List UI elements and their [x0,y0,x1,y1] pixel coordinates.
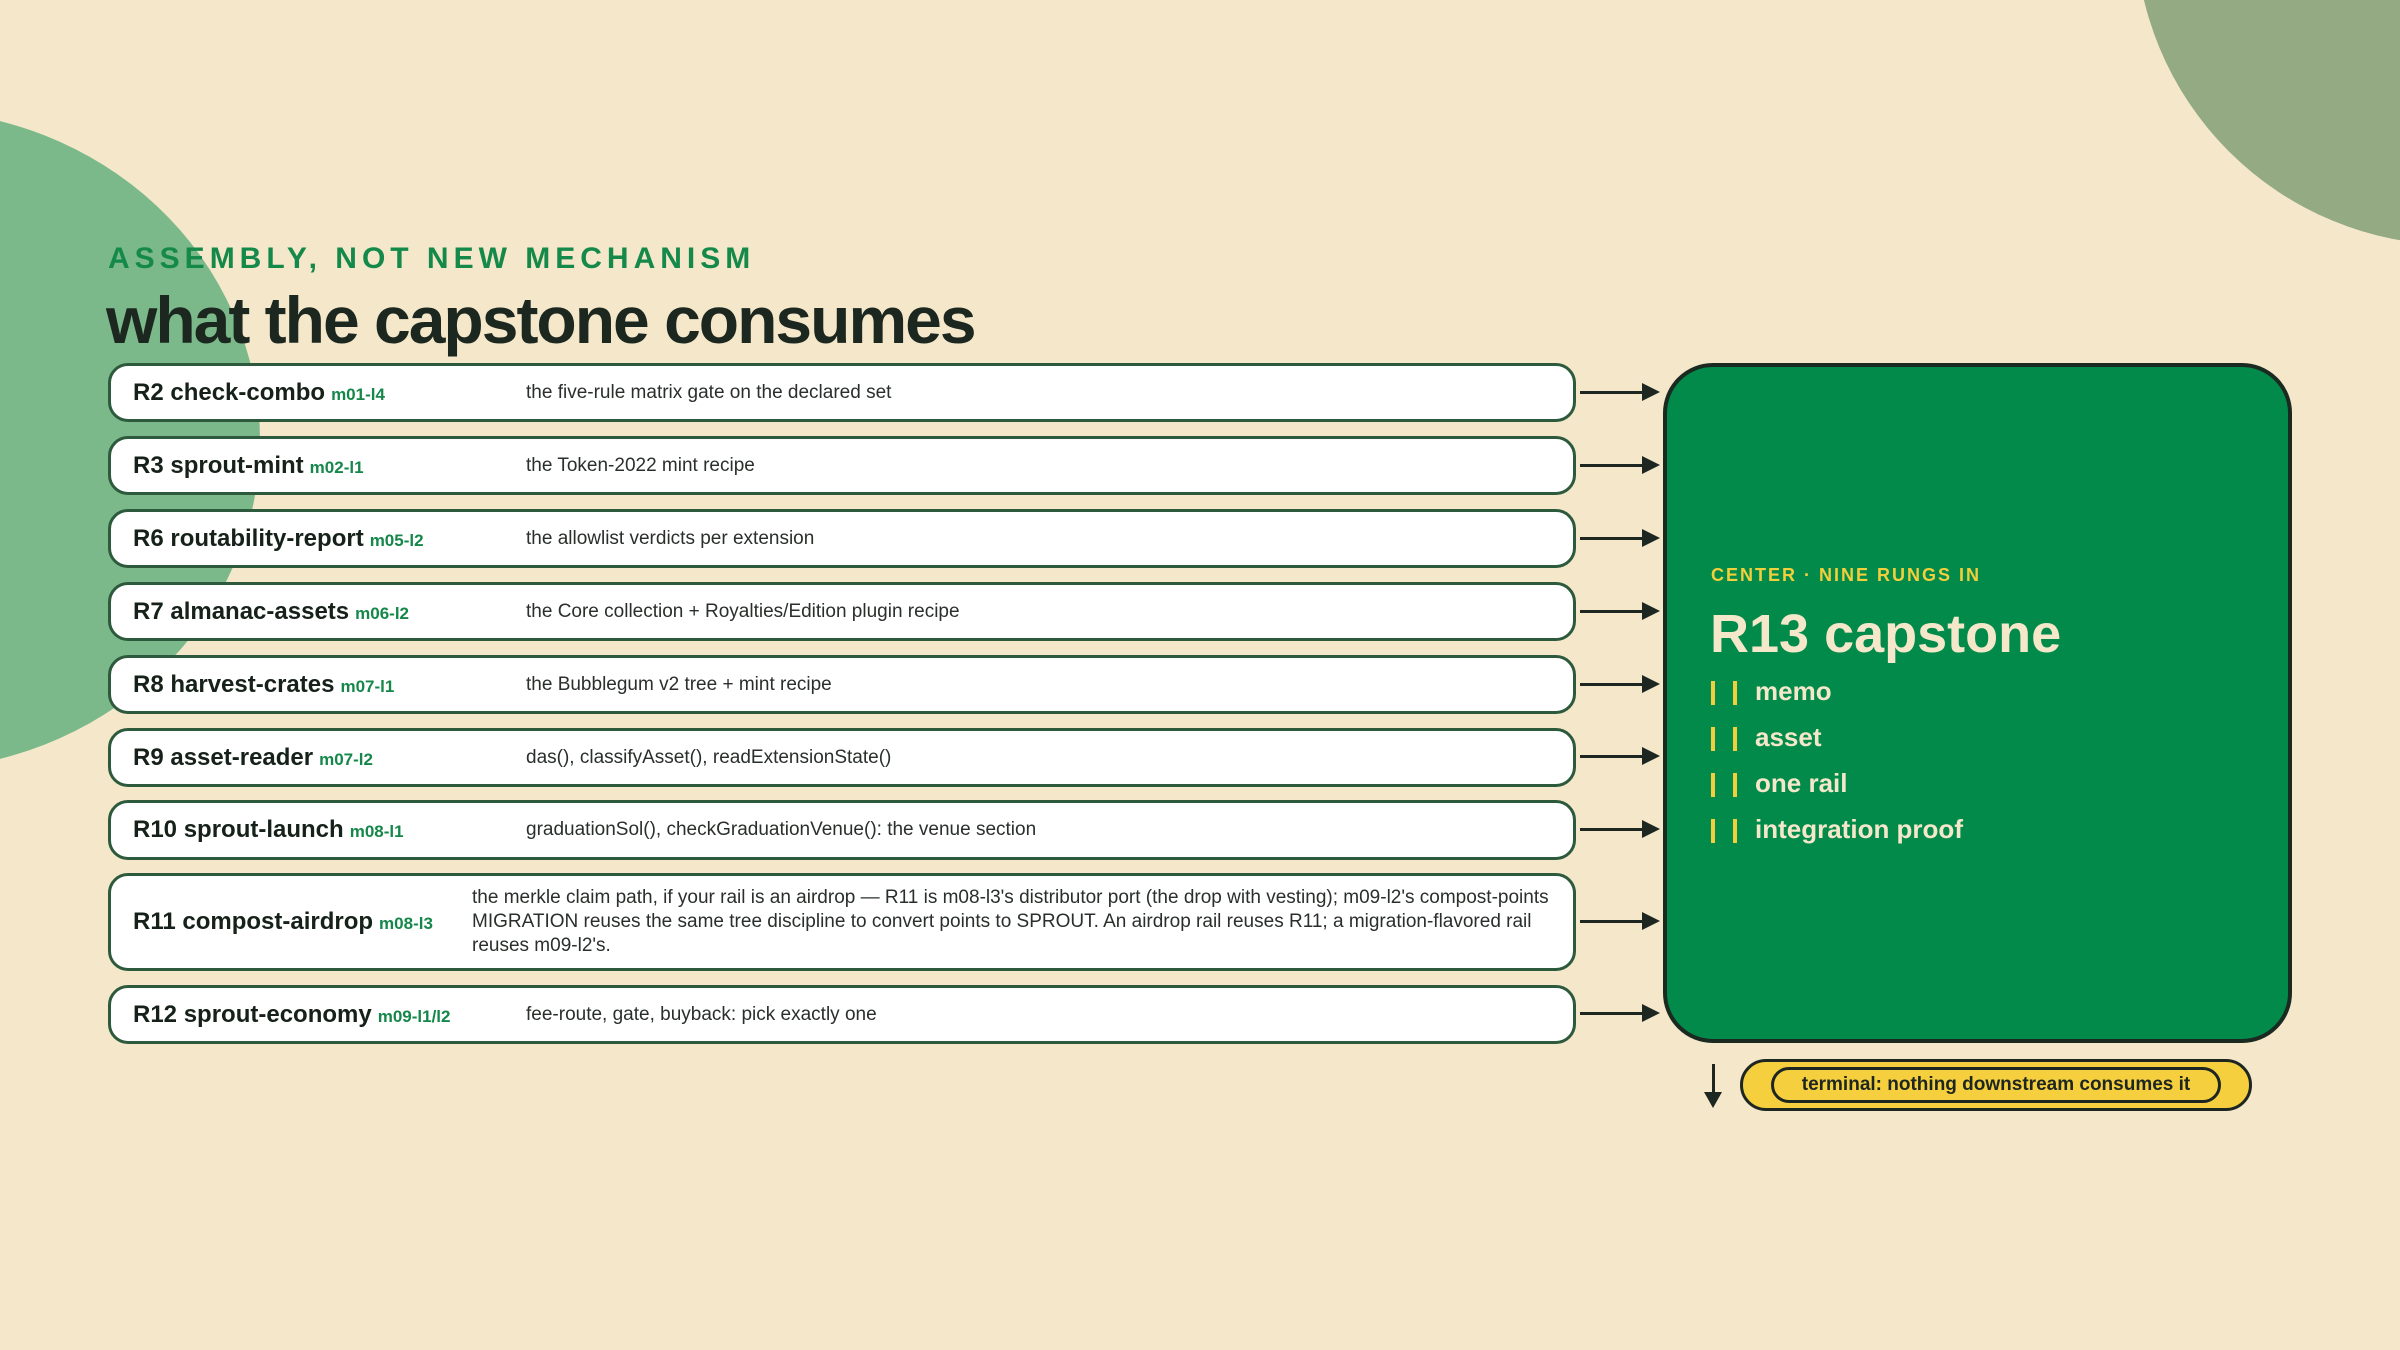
arrow-right [1580,610,1646,613]
arrow-right [1580,1012,1646,1015]
rung-description: the Bubblegum v2 tree + mint recipe [526,673,832,695]
arrow-right [1580,828,1646,831]
bullet-bar [1733,773,1737,797]
rung-name: R12 sprout-economy [133,1000,372,1028]
bullet-bar [1733,819,1737,843]
capstone-item-label: integration proof [1755,814,1963,844]
rung-code: m05-l2 [369,530,424,550]
capstone-item-label: asset [1755,722,1822,752]
rung-row-r7 [108,582,1576,641]
rung-description: das(), classifyAsset(), readExtensionState() [526,746,892,768]
rung-row-r12 [108,985,1576,1044]
rung-name: R2 check-combo [133,378,326,406]
rung-row-r10 [108,800,1576,860]
bullet-bar [1711,819,1715,843]
rung-label [133,744,373,772]
rung-code: m08-l3 [379,914,433,933]
rung-description: the five-rule matrix gate on the declared set [526,381,892,403]
section-eyebrow: ASSEMBLY, NOT NEW MECHANISM [108,242,756,275]
rung-code: m07-l1 [340,676,395,696]
rung-name: R6 routability-report [133,524,364,552]
page-title: what the capstone consumes [106,283,975,357]
rung-label [133,908,433,936]
rung-row-r3 [108,436,1576,495]
rung-name: R3 sprout-mint [133,451,304,479]
decorative-circle-right [2135,0,2400,245]
arrow-right [1580,537,1646,540]
rung-row-r11 [108,873,1576,971]
capstone-item-label: one rail [1755,768,1848,798]
rung-label [133,379,385,407]
rung-name: R7 almanac-assets [133,597,350,625]
rung-code: m02-l1 [309,457,364,477]
arrow-right [1580,391,1646,394]
rung-description: the Core collection + Royalties/Edition plugin recipe [526,600,960,622]
capstone-item-label: memo [1755,676,1832,706]
arrow-right [1580,755,1646,758]
rung-description: fee-route, gate, buyback: pick exactly one [526,1003,877,1025]
rung-description: the merkle claim path, if your rail is an airdrop — R11 is m08-l3's distributor port (the drop with vesting); m09-l2's compost-points MIGRATION reuses the same tree discipline to convert points to SPROUT. An airdrop rail reuses R11; a migration-flavored rail reuses m09-l2's. [472,887,1549,956]
rung-label [133,525,424,553]
rung-code: m07-l2 [319,749,373,769]
rung-row-r9 [108,728,1576,787]
rung-code: m01-l4 [331,384,385,404]
rung-name: R10 sprout-launch [133,816,344,843]
rung-code: m09-l1/l2 [377,1006,451,1026]
rung-label [133,671,394,699]
rung-label [133,452,364,480]
bullet-bar [1711,727,1715,751]
rung-label [133,1001,450,1029]
rung-description: graduationSol(), checkGraduationVenue(): the venue section [526,819,1037,840]
bullet-bar [1733,727,1737,751]
rung-row-r2 [108,363,1576,422]
arrow-right [1580,464,1646,467]
bullet-bar [1711,773,1715,797]
arrow-right [1580,920,1646,923]
rung-name: R8 harvest-crates [133,670,335,698]
rung-description: the Token-2022 mint recipe [526,454,755,476]
rung-name: R9 asset-reader [133,743,314,771]
capstone-eyebrow: CENTER · NINE RUNGS IN [1711,565,1982,585]
rung-row-r8 [108,655,1576,714]
capstone-box [1663,363,2292,1043]
rung-code: m06-l2 [355,603,410,623]
terminal-label: terminal: nothing downstream consumes it [1771,1067,2221,1103]
arrow-right [1580,683,1646,686]
capstone-title: R13 capstone [1710,604,2062,664]
rung-label [133,598,409,626]
rung-code: m08-l1 [349,822,404,841]
rung-name: R11 compost-airdrop [133,908,374,935]
bullet-bar [1711,681,1715,705]
rung-label [133,816,404,844]
arrow-down [1712,1064,1715,1094]
rung-row-r6 [108,509,1576,568]
bullet-bar [1733,681,1737,705]
rung-description: the allowlist verdicts per extension [526,527,815,549]
terminal-badge [1740,1059,2252,1111]
